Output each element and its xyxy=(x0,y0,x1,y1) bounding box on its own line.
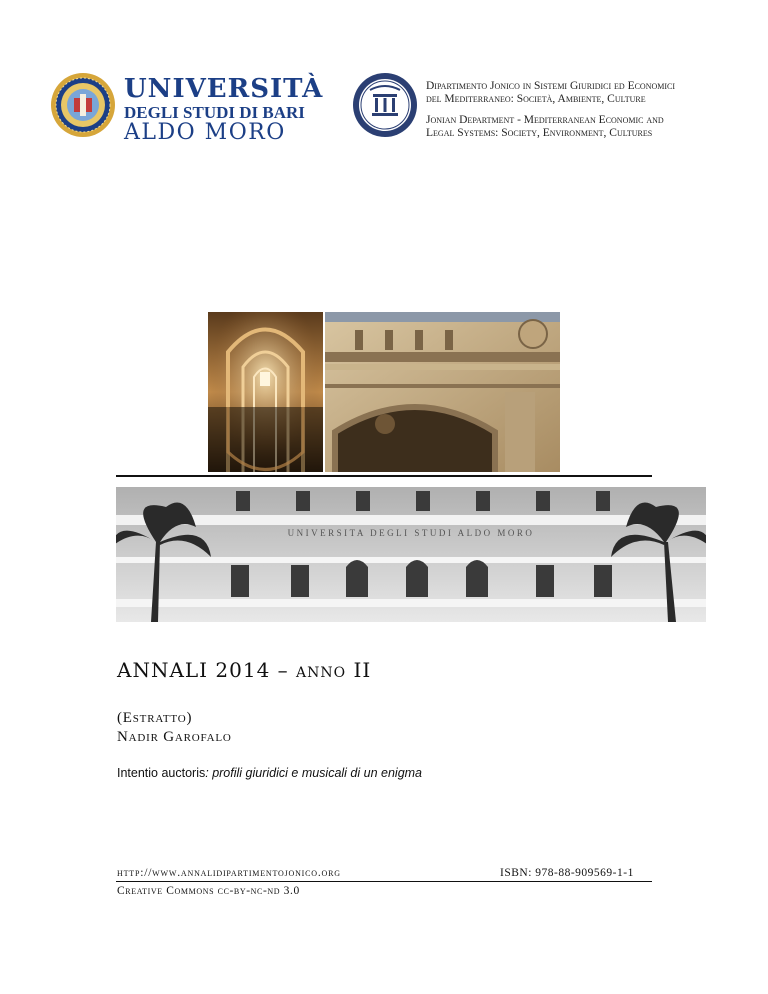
article-title-italic: : profili giuridici e musicali di un enigma xyxy=(205,766,423,780)
department-seal-logo xyxy=(352,72,418,138)
top-divider-rule xyxy=(116,475,652,477)
bottom-divider-rule xyxy=(116,881,652,882)
isbn-text: ISBN: 978-88-909569-1-1 xyxy=(500,867,634,879)
department-english-line1: Jonian Department - Mediterranean Economic and xyxy=(426,114,664,126)
author-name: Nadir Garofalo xyxy=(117,729,232,745)
article-title-plain: Intentio auctoris xyxy=(117,766,206,780)
journal-url-link[interactable]: http://www.annalidipartimentojonico.org xyxy=(117,867,341,879)
arcade-corridor-photo xyxy=(208,312,323,472)
building-inscription: UNIVERSITA DEGLI STUDI ALDO MORO xyxy=(287,528,535,538)
university-name-line2: DEGLI STUDI DI BARI xyxy=(124,103,305,122)
university-name-line3: ALDO MORO xyxy=(124,120,286,145)
department-english-line2: Legal Systems: Society, Environment, Cultures xyxy=(426,127,653,139)
article-title xyxy=(117,766,422,780)
department-name xyxy=(426,80,746,148)
journal-title: ANNALI 2014 – anno II xyxy=(117,658,372,682)
university-name-line1: UNIVERSITÀ xyxy=(124,74,324,104)
university-building-photo xyxy=(116,487,706,622)
university-name xyxy=(124,76,323,144)
extract-label: (Estratto) xyxy=(117,710,193,726)
license-text: Creative Commons cc-by-nc-nd 3.0 xyxy=(117,885,300,897)
baroque-facade-photo xyxy=(325,312,560,472)
university-seal-logo xyxy=(50,72,116,138)
department-italian-line1: Dipartimento Jonico in Sistemi Giuridici ed Economici xyxy=(426,80,676,92)
department-italian-line2: del Mediterraneo: Società, Ambiente, Culture xyxy=(426,93,646,105)
